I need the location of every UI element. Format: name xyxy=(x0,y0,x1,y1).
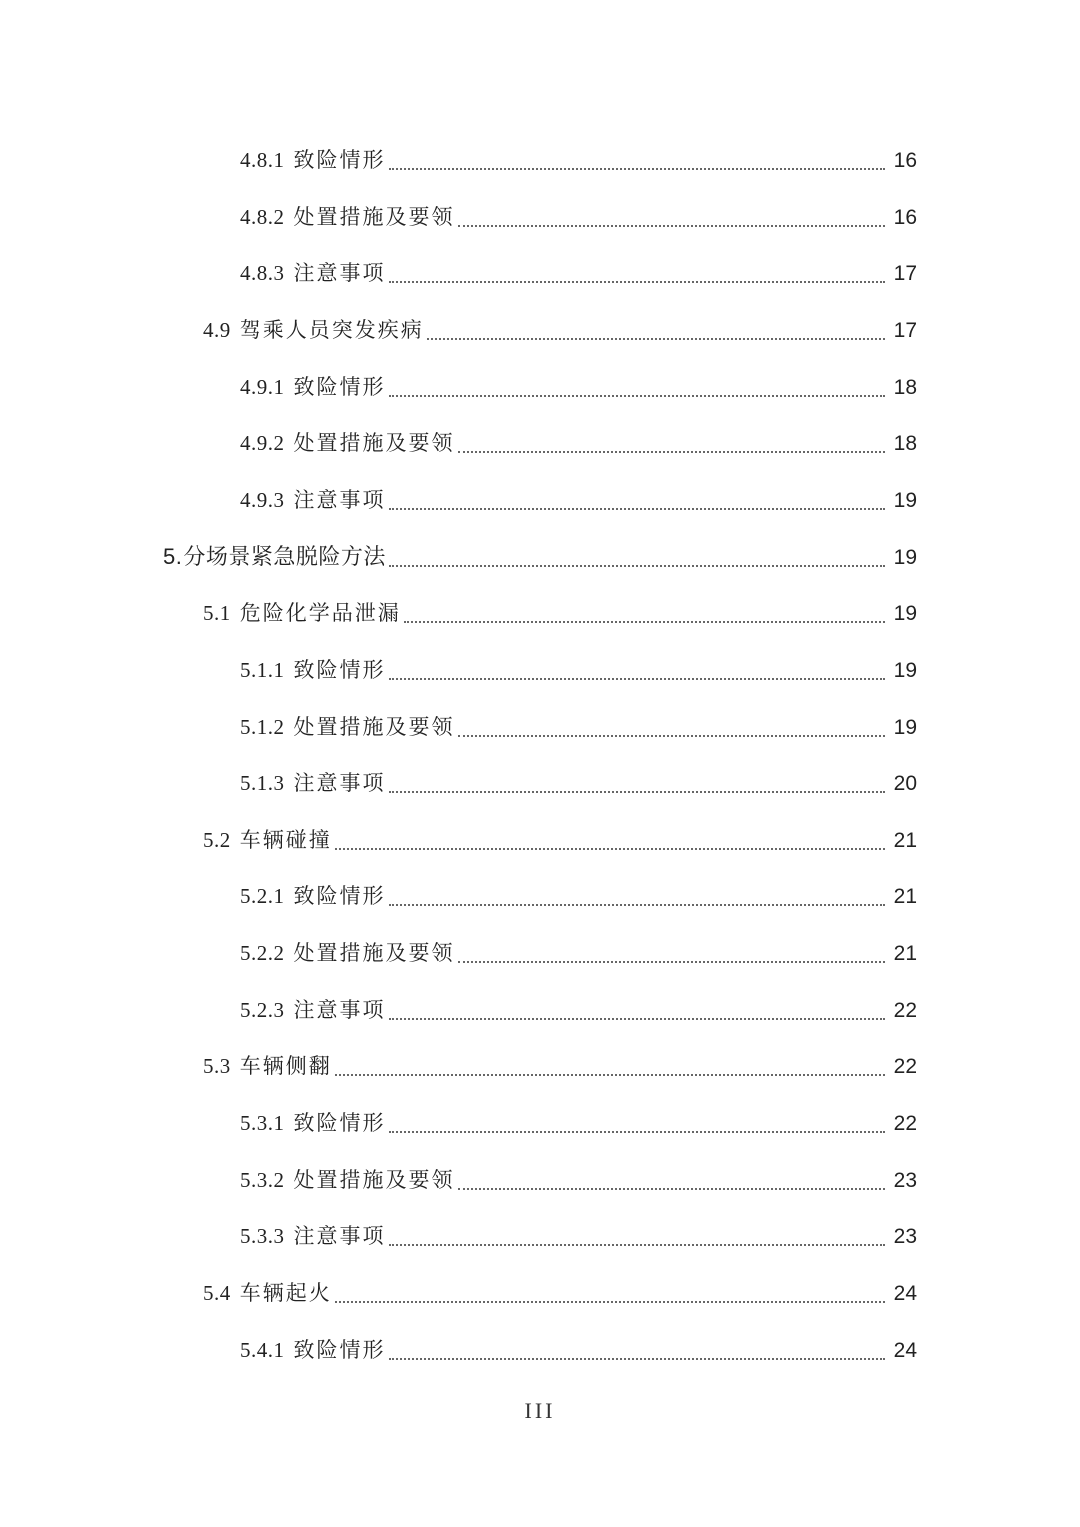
toc-entry-title: 注意事项 xyxy=(293,1224,386,1249)
toc-entry[interactable] xyxy=(203,1275,917,1311)
toc-entry-title: 致险情形 xyxy=(293,374,386,399)
toc-entry-page-number: 21 xyxy=(893,885,917,909)
toc-entry-number: 5. xyxy=(163,543,183,569)
toc-entry-page-number: 20 xyxy=(893,772,917,796)
toc-entry-title: 致险情形 xyxy=(293,1337,386,1362)
toc-entry[interactable] xyxy=(240,199,917,235)
toc-entry-number: 4.9 xyxy=(203,317,231,342)
toc-entry[interactable] xyxy=(240,1162,917,1198)
toc-entry-page-number: 16 xyxy=(893,149,917,172)
dot-leader xyxy=(389,890,886,906)
toc-entry[interactable] xyxy=(203,822,917,858)
dot-leader xyxy=(389,381,886,397)
toc-entry-number: 4.8.1 xyxy=(240,148,285,172)
page-number-footer: III xyxy=(524,1398,556,1423)
dot-leader xyxy=(389,267,886,283)
toc-entry[interactable] xyxy=(240,1105,917,1141)
dot-leader xyxy=(427,324,885,340)
toc-entry[interactable] xyxy=(240,878,917,914)
dot-leader xyxy=(389,664,886,680)
toc-entry-title: 注意事项 xyxy=(293,261,386,286)
dot-leader xyxy=(404,607,885,623)
toc-entry-title: 致险情形 xyxy=(293,148,386,172)
toc-entry[interactable] xyxy=(240,142,917,178)
toc-entry-page-number: 19 xyxy=(893,545,917,569)
toc-entry-page-number: 21 xyxy=(893,828,917,852)
toc-entry-title: 注意事项 xyxy=(293,771,386,796)
dot-leader xyxy=(389,1117,886,1133)
toc-entry-page-number: 23 xyxy=(893,1168,917,1192)
toc-entry-title: 注意事项 xyxy=(293,487,386,512)
toc-entry-title: 处置措施及要领 xyxy=(293,1167,455,1192)
toc-entry[interactable] xyxy=(240,765,917,801)
toc-entry-page-number: 17 xyxy=(893,262,917,286)
toc-entry-title: 致险情形 xyxy=(293,657,386,682)
toc-entry[interactable] xyxy=(240,482,917,518)
dot-leader xyxy=(335,1287,885,1303)
toc-entry-page-number: 19 xyxy=(893,715,917,739)
toc-entry[interactable] xyxy=(240,1218,917,1254)
toc-entry[interactable] xyxy=(240,425,917,461)
toc-entry-number: 5.2.1 xyxy=(240,884,285,909)
dot-leader xyxy=(458,947,886,963)
toc-entry-number: 4.9.1 xyxy=(240,374,285,399)
dot-leader xyxy=(389,551,885,567)
toc-entry-number: 5.3.3 xyxy=(240,1224,285,1249)
toc-entry-title: 分场景紧急脱险方法 xyxy=(183,543,386,569)
toc-entry-title: 注意事项 xyxy=(293,997,386,1022)
toc-entry-number: 4.9.3 xyxy=(240,487,285,512)
toc-entry-page-number: 18 xyxy=(893,375,917,399)
toc-entry-page-number: 18 xyxy=(893,432,917,456)
dot-leader xyxy=(458,437,886,453)
dot-leader xyxy=(389,154,886,170)
toc-entry[interactable] xyxy=(203,1048,917,1084)
toc-entry[interactable] xyxy=(240,255,917,291)
toc-entry-title: 车辆侧翻 xyxy=(239,1054,332,1079)
toc-entry[interactable] xyxy=(240,1332,917,1368)
toc-entry-page-number: 24 xyxy=(893,1282,917,1305)
toc-entry-number: 5.3.1 xyxy=(240,1111,285,1135)
toc-entry-page-number: 24 xyxy=(893,1338,917,1362)
dot-leader xyxy=(389,1230,886,1246)
dot-leader xyxy=(335,1060,885,1076)
toc-entry-number: 4.8.2 xyxy=(240,204,285,229)
toc-entry[interactable] xyxy=(240,992,917,1028)
dot-leader xyxy=(389,1344,886,1360)
toc-entry-number: 5.2.3 xyxy=(240,997,285,1022)
toc-entry-number: 5.3 xyxy=(203,1054,231,1079)
toc-entry-number: 5.2.2 xyxy=(240,941,285,966)
toc-entry-page-number: 19 xyxy=(893,488,917,512)
toc-entry-number: 5.1.3 xyxy=(240,771,285,796)
toc-entry-title: 致险情形 xyxy=(293,1111,386,1135)
dot-leader xyxy=(458,721,886,737)
toc-entry-title: 车辆起火 xyxy=(239,1281,332,1305)
dot-leader xyxy=(458,1174,886,1190)
toc-entry[interactable] xyxy=(240,652,917,688)
toc-entry-page-number: 22 xyxy=(893,998,917,1022)
toc-entry-page-number: 21 xyxy=(893,942,917,966)
dot-leader xyxy=(389,494,886,510)
toc-entry-number: 4.9.2 xyxy=(240,431,285,456)
toc-entry[interactable] xyxy=(240,935,917,971)
toc-entry-number: 5.1.1 xyxy=(240,657,285,682)
dot-leader xyxy=(458,211,886,227)
dot-leader xyxy=(335,834,885,850)
toc-entry[interactable] xyxy=(203,312,917,348)
toc-entry-number: 5.3.2 xyxy=(240,1167,285,1192)
toc-entry[interactable] xyxy=(240,709,917,745)
toc-entry-title: 驾乘人员突发疾病 xyxy=(239,317,424,342)
toc-entry-title: 致险情形 xyxy=(293,884,386,909)
dot-leader xyxy=(389,777,886,793)
toc-entry-page-number: 19 xyxy=(893,658,917,682)
toc-entry-title: 处置措施及要领 xyxy=(293,714,455,739)
toc-entry-number: 5.2 xyxy=(203,827,231,852)
toc-entry-title: 处置措施及要领 xyxy=(293,941,455,966)
toc-entry-page-number: 23 xyxy=(893,1225,917,1249)
toc-entry-page-number: 16 xyxy=(893,205,917,229)
toc-entry[interactable] xyxy=(203,595,917,631)
toc-entry-title: 处置措施及要领 xyxy=(293,431,455,456)
toc-entry-page-number: 17 xyxy=(893,318,917,342)
toc-entry-title: 危险化学品泄漏 xyxy=(239,601,401,626)
toc-entry-title: 处置措施及要领 xyxy=(293,204,455,229)
toc-entry-number: 5.1.2 xyxy=(240,714,285,739)
toc-entry-number: 5.4.1 xyxy=(240,1337,285,1362)
toc-entry-number: 5.1 xyxy=(203,601,231,626)
toc-entry[interactable] xyxy=(163,539,917,575)
toc-entry-page-number: 22 xyxy=(893,1112,917,1135)
toc-entry[interactable] xyxy=(240,369,917,405)
toc-entry-page-number: 22 xyxy=(893,1055,917,1079)
toc-entry-number: 5.4 xyxy=(203,1281,231,1305)
toc-entry-number: 4.8.3 xyxy=(240,261,285,286)
dot-leader xyxy=(389,1004,886,1020)
toc-entry-page-number: 19 xyxy=(893,602,917,626)
toc-entry-title: 车辆碰撞 xyxy=(239,827,332,852)
